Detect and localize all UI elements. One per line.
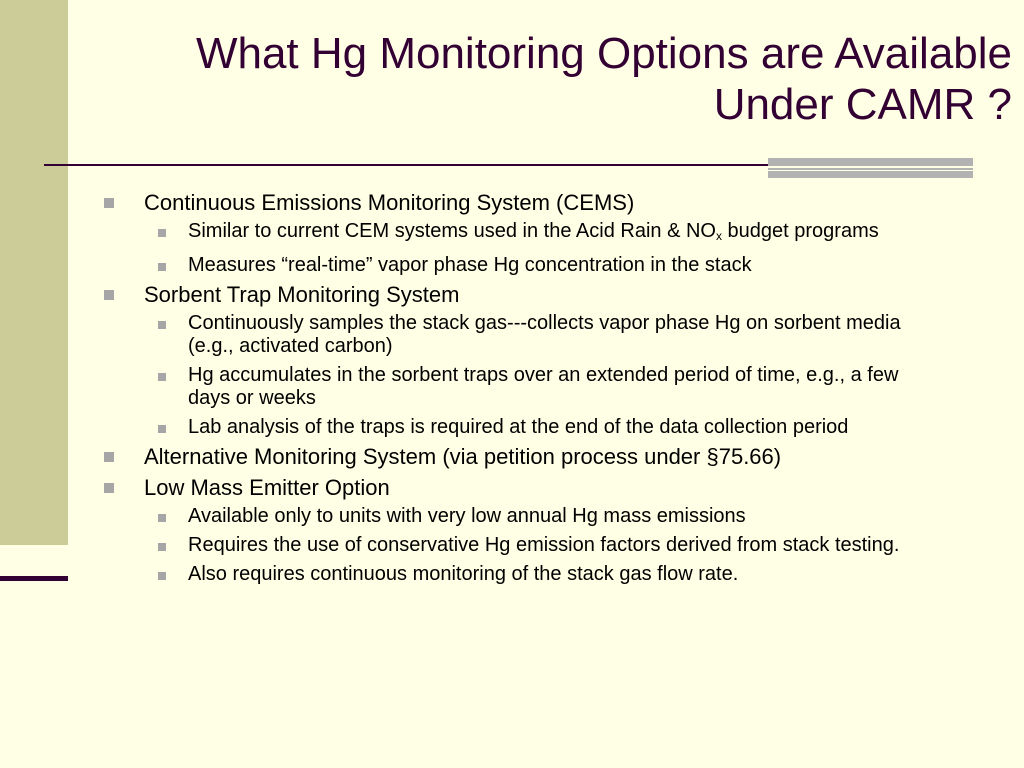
sub-bullet-text: Lab analysis of the traps is required at the end of the data collection period [188,416,849,438]
sub-bullet [144,254,944,277]
sub-bullet [144,312,944,358]
bullet-text: Continuous Emissions Monitoring System (CEMS) [144,190,635,215]
square-bullet-icon [104,483,114,493]
sub-bullet-text: Available only to units with very low annual Hg mass emissions [188,505,746,527]
sub-bullet-list [144,220,944,277]
square-bullet-icon [158,373,166,381]
square-bullet-icon [158,572,166,580]
square-bullet-icon [158,263,166,271]
square-bullet-icon [158,229,166,237]
title-underline [44,164,768,166]
square-bullet-icon [104,290,114,300]
square-bullet-icon [158,514,166,522]
left-decorative-bar [0,0,68,545]
bullet-sorbent-trap [104,282,944,439]
sub-bullet-text: Measures “real-time” vapor phase Hg concentration in the stack [188,254,752,276]
left-accent-line [0,576,68,581]
bullet-text: Low Mass Emitter Option [144,475,390,500]
sub-bullet-text: Continuously samples the stack gas---collects vapor phase Hg on sorbent media (e.g., activated carbon) [188,312,901,357]
square-bullet-icon [158,543,166,551]
sub-bullet [144,563,944,586]
sub-bullet [144,416,944,439]
square-bullet-icon [158,321,166,329]
sub-bullet [144,364,944,410]
sub-bullet-text: Hg accumulates in the sorbent traps over an extended period of time, e.g., a few days or weeks [188,364,899,409]
sub-bullet-text: Similar to current CEM systems used in the Acid Rain & $NO_x$ budget programs [188,220,879,243]
square-bullet-icon [158,425,166,433]
slide-title [72,28,1012,130]
sub-bullet-text: Also requires continuous monitoring of the stack gas flow rate. [188,563,739,585]
slide-title-line-2: Under CAMR ? [713,80,1012,129]
square-bullet-icon [104,452,114,462]
bullet-text: Alternative Monitoring System (via petition process under §75.66) [144,444,782,469]
bullet-list [104,190,944,586]
sub-bullet [144,505,944,528]
bullet-low-mass-emitter [104,475,944,586]
sub-bullet-text: Requires the use of conservative Hg emission factors derived from stack testing. [188,534,900,556]
gray-accent-bar [768,158,973,178]
sub-bullet-list [144,312,944,439]
bullet-cems [104,190,944,277]
sub-bullet-list [144,505,944,586]
bullet-text: Sorbent Trap Monitoring System [144,282,460,307]
sub-bullet [144,534,944,557]
slide-content [104,190,944,586]
bullet-alternative-monitoring [104,444,944,470]
slide-title-line-1: What Hg Monitoring Options are Available [195,29,1012,78]
sub-bullet [144,220,944,248]
square-bullet-icon [104,198,114,208]
